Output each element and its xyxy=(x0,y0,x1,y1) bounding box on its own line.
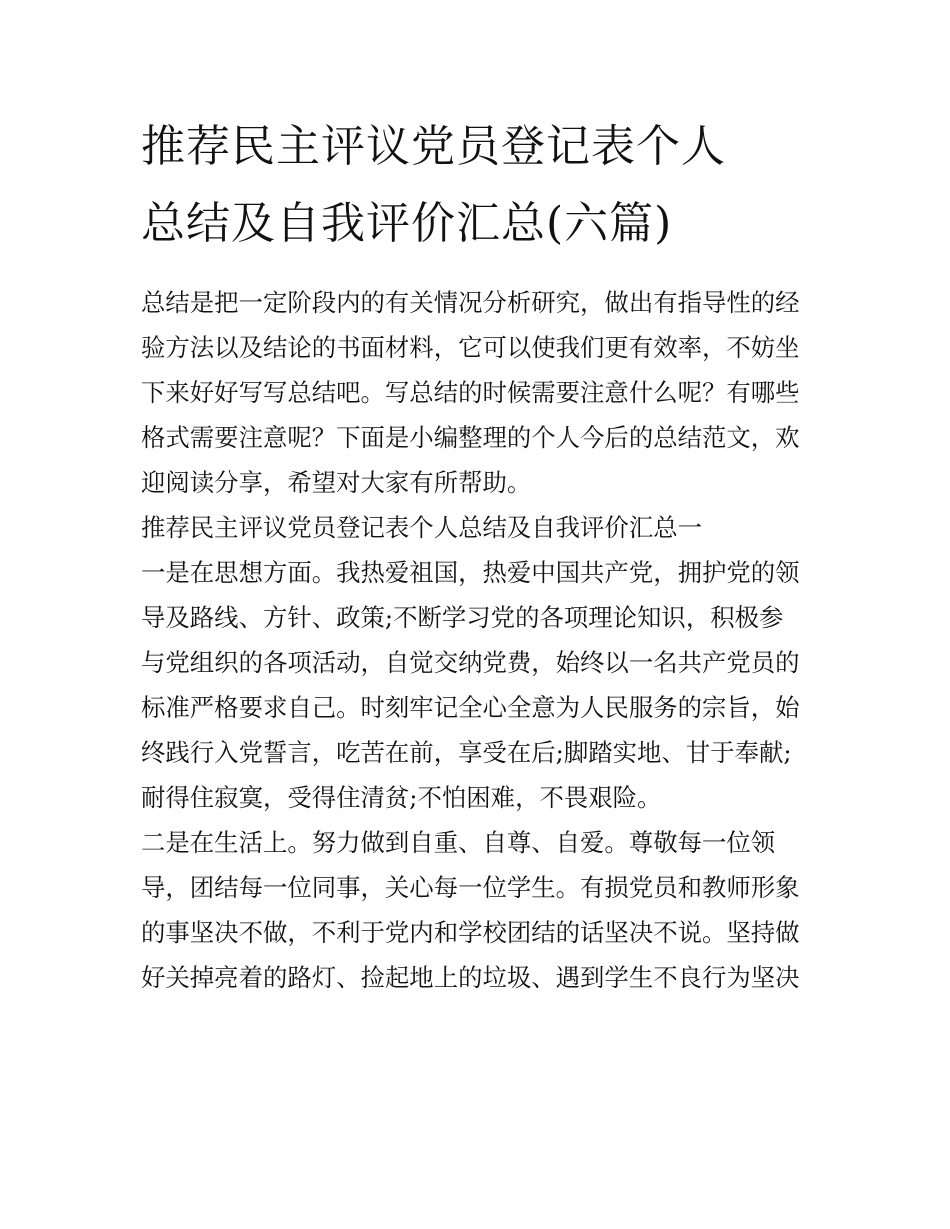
text-line: 下来好好写写总结吧。写总结的时候需要注意什么呢？有哪些 xyxy=(141,378,800,407)
text-line: 导及路线、方针、政策;不断学习党的各项理论知识，积极参 xyxy=(141,603,784,632)
text-line: 与党组织的各项活动，自觉交纳党费，始终以一名共产党员的 xyxy=(141,648,800,677)
title-line: 推荐民主评议党员登记表个人 xyxy=(141,121,726,172)
text-line: 格式需要注意呢？下面是小编整理的个人今后的总结范文，欢 xyxy=(141,423,800,452)
title-line: 总结及自我评价汇总(六篇) xyxy=(141,198,673,249)
text-line: 二是在生活上。努力做到自重、自尊、自爱。尊敬每一位领 xyxy=(141,828,776,857)
intro-paragraph xyxy=(141,280,821,505)
text-line: 推荐民主评议党员登记表个人总结及自我评价汇总一 xyxy=(141,513,702,542)
document-title xyxy=(141,108,821,262)
text-line: 好关掉亮着的路灯、捡起地上的垃圾、遇到学生不良行为坚决 xyxy=(141,963,800,992)
text-line: 标准严格要求自己。时刻牢记全心全意为人民服务的宗旨，始 xyxy=(141,693,800,722)
document-body xyxy=(141,280,821,1000)
body-paragraph xyxy=(141,550,821,820)
text-line: 一是在思想方面。我热爱祖国，热爱中国共产党，拥护党的领 xyxy=(141,558,800,587)
text-line: 终践行入党誓言，吃苦在前，享受在后;脚踏实地、甘于奉献; xyxy=(141,738,792,767)
text-line: 导，团结每一位同事，关心每一位学生。有损党员和教师形象 xyxy=(141,873,800,902)
text-line: 迎阅读分享，希望对大家有所帮助。 xyxy=(141,468,532,497)
text-line: 耐得住寂寞，受得住清贫;不怕困难，不畏艰险。 xyxy=(141,783,662,812)
text-line: 的事坚决不做，不利于党内和学校团结的话坚决不说。坚持做 xyxy=(141,918,800,947)
body-paragraph xyxy=(141,820,821,1000)
text-line: 总结是把一定阶段内的有关情况分析研究，做出有指导性的经 xyxy=(141,288,800,317)
section-heading xyxy=(141,505,821,550)
text-line: 验方法以及结论的书面材料，它可以使我们更有效率，不妨坐 xyxy=(141,333,800,362)
